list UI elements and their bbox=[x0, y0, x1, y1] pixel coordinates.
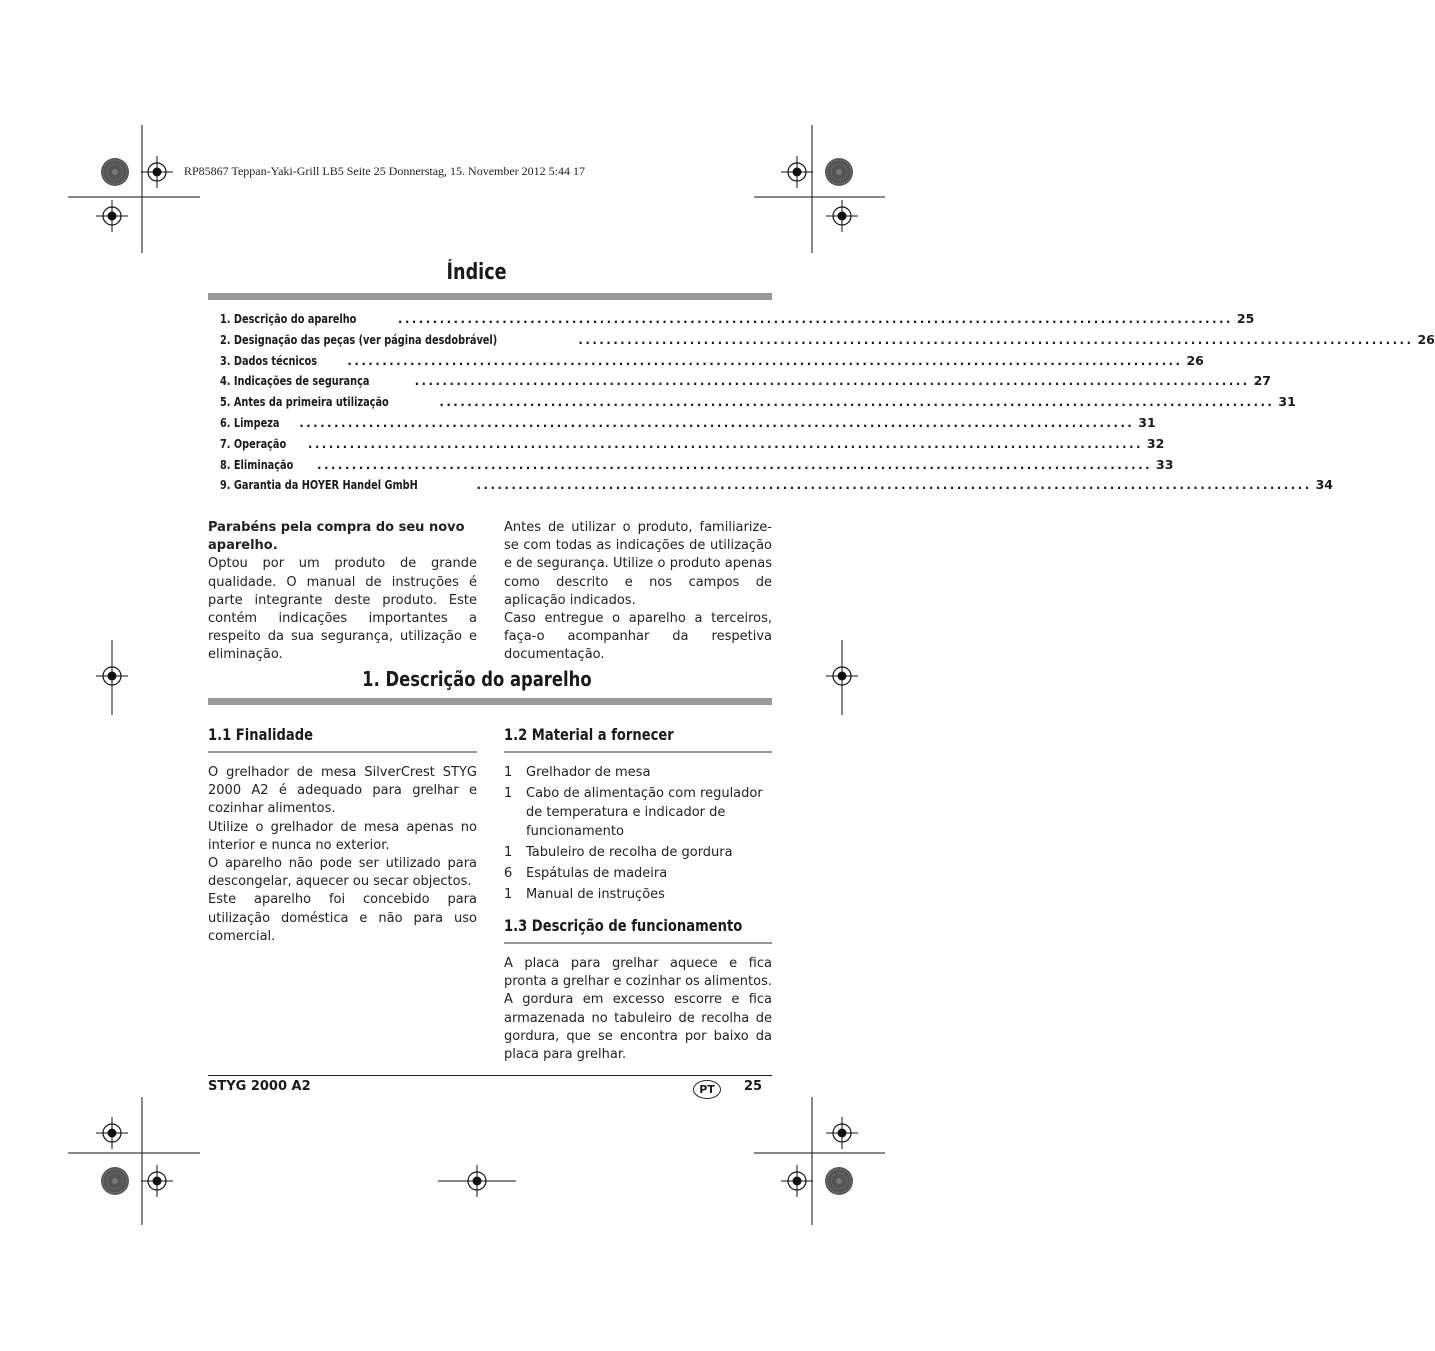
toc-entry bbox=[220, 435, 1165, 457]
list-item bbox=[504, 885, 772, 904]
intro-paragraph-2: Caso entregue o aparelho a terceiros, faça-o acompanhar da respetiva documentação. bbox=[504, 611, 772, 663]
subsection-rule-1-1 bbox=[208, 751, 477, 753]
list-item-text: Tabuleiro de recolha de gordura bbox=[526, 845, 733, 860]
toc-leader-dots: ........................................................................................................................ bbox=[476, 478, 1312, 493]
toc-entry bbox=[220, 373, 1272, 394]
list-item bbox=[504, 843, 772, 862]
list-item bbox=[504, 784, 772, 841]
toc-entry-page: 27 bbox=[1253, 373, 1272, 389]
function-description: A placa para grelhar aquece e fica pronta a grelhar e cozinhar os alimentos. A gordura em excesso escorre e fica armazenada no tabuleiro de recolha de gordura, que se encontra por baixo da placa para grelhar. bbox=[504, 956, 772, 1063]
list-item-text: Espátulas de madeira bbox=[526, 866, 668, 881]
toc-leader-dots: ........................................................................................................................ bbox=[578, 332, 1414, 347]
list-item-quantity: 1 bbox=[504, 887, 513, 902]
table-of-contents bbox=[220, 311, 1435, 498]
print-header: RP85867 Teppan-Yaki-Grill LB5 Seite 25 Donnerstag, 15. November 2012 5:44 17 bbox=[184, 164, 586, 178]
list-item-quantity: 1 bbox=[504, 765, 513, 780]
toc-entry bbox=[220, 352, 1204, 374]
toc-entry-label: 5. Antes da primeira utilização bbox=[220, 394, 389, 410]
intro-text: Optou por um produto de grande qualidade. O manual de instruções é parte integrante deste produto. Este contém indicações importantes a respeito da sua segurança, utilização e eliminação. bbox=[208, 556, 477, 663]
toc-entry-label: 7. Operação bbox=[220, 435, 287, 451]
toc-entry-page: 25 bbox=[1236, 311, 1255, 326]
subsection-rule-1-3 bbox=[504, 942, 772, 944]
subsection-body-1-3 bbox=[504, 955, 772, 1064]
footer-model: STYG 2000 A2 bbox=[208, 1079, 311, 1094]
list-item-text: Grelhador de mesa bbox=[526, 765, 651, 780]
toc-entry-label: 1. Descrição do aparelho bbox=[220, 311, 357, 326]
intro-right-column bbox=[504, 519, 772, 665]
list-item-text: Manual de instruções bbox=[526, 887, 665, 902]
toc-entry-label: 4. Indicações de segurança bbox=[220, 373, 370, 389]
toc-leader-dots: ........................................................................................................................ bbox=[347, 353, 1183, 368]
toc-entry bbox=[220, 477, 1333, 498]
toc-entry bbox=[220, 414, 1156, 436]
purpose-paragraph-4: Este aparelho foi concebido para utilização doméstica e não para uso comercial. bbox=[208, 892, 477, 944]
subsection-heading-1-1: 1.1 Finalidade bbox=[208, 725, 313, 744]
toc-entry-page: 32 bbox=[1146, 435, 1165, 451]
subsection-heading-1-3: 1.3 Descrição de funcionamento bbox=[504, 916, 743, 935]
toc-leader-dots: ........................................................................................................................ bbox=[414, 374, 1250, 389]
toc-entry bbox=[220, 394, 1296, 415]
list-item-quantity: 6 bbox=[504, 866, 513, 881]
list-item-quantity: 1 bbox=[504, 786, 513, 801]
toc-entry bbox=[220, 456, 1174, 478]
purpose-paragraph-3: O aparelho não pode ser utilizado para descongelar, aquecer ou secar objectos. bbox=[208, 856, 477, 890]
page-number: 25 bbox=[744, 1079, 763, 1094]
section-title: 1. Descrição do aparelho bbox=[362, 667, 592, 691]
toc-entry-label: 6. Limpeza bbox=[220, 414, 280, 430]
intro-paragraph-1: Antes de utilizar o produto, familiarize-se com todas as indicações de utilização e de segurança. Utilize o produto apenas como descrito e nos campos de aplicação indicados. bbox=[504, 520, 772, 608]
toc-entry-page: 31 bbox=[1278, 394, 1296, 410]
subsection-heading-1-2: 1.2 Material a fornecer bbox=[504, 725, 674, 744]
toc-entry-label: 9. Garantia da HOYER Handel GmbH bbox=[220, 477, 418, 493]
subsection-rule-1-2 bbox=[504, 751, 772, 753]
toc-entry-label: 3. Dados técnicos bbox=[220, 352, 318, 368]
toc-entry-label: 2. Designação das peças (ver página desdobrável) bbox=[220, 331, 498, 347]
toc-entry-label: 8. Eliminação bbox=[220, 456, 294, 472]
list-item-quantity: 1 bbox=[504, 845, 513, 860]
toc-entry-page: 31 bbox=[1138, 414, 1156, 430]
purpose-paragraph-2: Utilize o grelhador de mesa apenas no interior e nunca no exterior. bbox=[208, 819, 477, 853]
toc-leader-dots: ........................................................................................................................ bbox=[307, 436, 1143, 451]
toc-entry-page: 34 bbox=[1315, 477, 1333, 493]
intro-left-column bbox=[208, 519, 477, 665]
purpose-paragraph-1: O grelhador de mesa SilverCrest STYG 2000 A2 é adequado para grelhar e cozinhar alimentos. bbox=[208, 765, 477, 817]
subsection-body-1-1 bbox=[208, 764, 477, 946]
toc-entry-page: 26 bbox=[1417, 331, 1435, 347]
section-title-bar bbox=[208, 698, 772, 705]
toc-entry-page: 33 bbox=[1156, 456, 1174, 472]
index-title: Índice bbox=[446, 260, 508, 285]
delivery-list bbox=[504, 763, 772, 906]
list-item bbox=[504, 864, 772, 883]
toc-entry bbox=[220, 331, 1435, 353]
index-title-bar bbox=[208, 293, 772, 300]
toc-leader-dots: ........................................................................................................................ bbox=[439, 395, 1275, 410]
toc-entry bbox=[220, 311, 1255, 332]
intro-heading: Parabéns pela compra do seu novo aparelho. bbox=[208, 520, 465, 554]
toc-leader-dots: ........................................................................................................................ bbox=[316, 457, 1153, 472]
list-item-text: Cabo de alimentação com regulador de temperatura e indicador de funcionamento bbox=[526, 786, 763, 839]
toc-entry-page: 26 bbox=[1186, 352, 1204, 368]
list-item bbox=[504, 763, 772, 782]
toc-leader-dots: ........................................................................................................................ bbox=[299, 415, 1135, 430]
toc-leader-dots: ........................................................................................................................ bbox=[397, 312, 1233, 326]
language-badge: PT bbox=[693, 1080, 721, 1099]
footer-rule bbox=[208, 1075, 772, 1076]
